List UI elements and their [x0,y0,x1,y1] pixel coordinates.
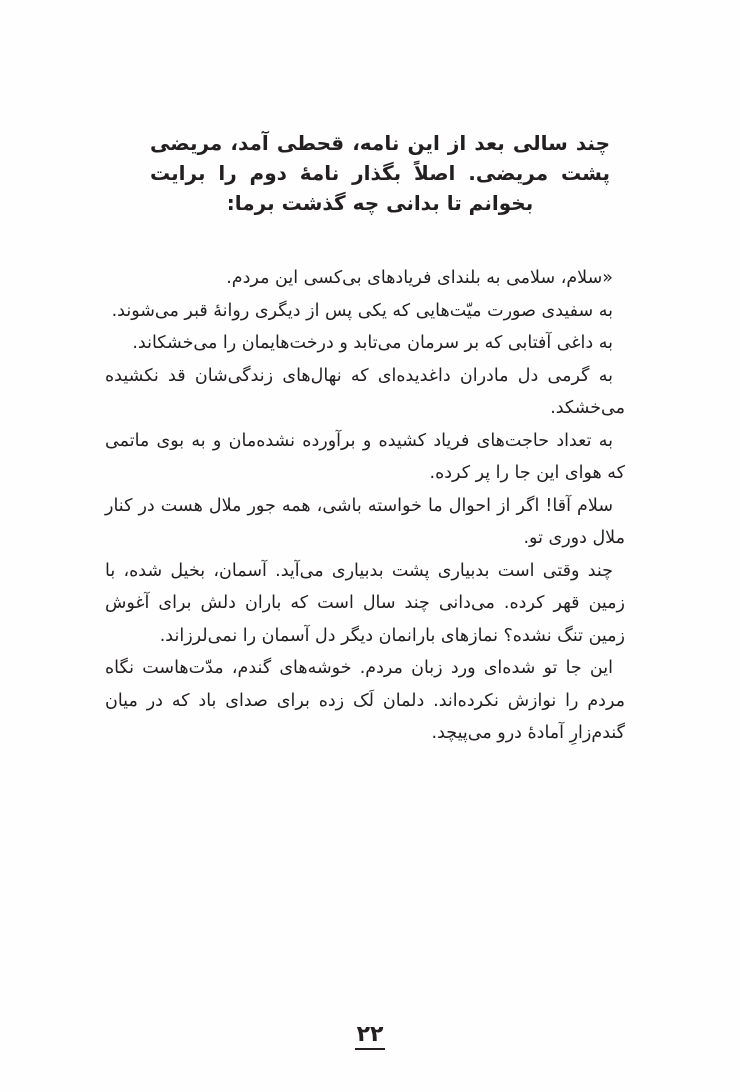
letter-paragraph: به سفیدی صورت میّت‌هایی که یکی پس از دیگری روانهٔ قبر می‌شوند. [111,300,613,321]
letter-body [105,262,625,750]
letter-paragraph: این جا تو شده‌ای ورد زبان مردم. خوشه‌های گندم، مدّت‌هاست نگاه مردم را نوازش نکرده‌اند. دلمان لَک زده برای صدای باد که در میان گندم‌زارِ آمادهٔ درو می‌پیچد. [105,658,625,743]
letter-paragraph: سلام آقا! اگر از احوال ما خواسته باشی، همه جور ملال هست در کنار ملال دوری تو. [105,495,625,548]
letter-paragraph: به تعداد حاجت‌های فریاد کشیده و برآورده نشده‌مان و به بوی ماتمی که هوای این جا را پر کرده. [105,430,625,483]
intro-text: چند سالی بعد از این نامه، قحطی آمد، مریضی پشت مریضی. اصلاً بگذار نامهٔ دوم را برایت بخوانم تا بدانی چه گذشت برما: [150,131,610,215]
letter-paragraph: به داغی آفتابی که بر سرمان می‌تابد و درخت‌هایمان را می‌خشکاند. [132,333,613,353]
letter-paragraph: چند وقتی است بدبیاری پشت بدبیاری می‌آید. آسمان، بخیل شده، با زمین قهر کرده. می‌دانی چند سال است که باران دلش برای آغوش زمین تنگ نشده؟ نمازهای بارانمان دیگر دل آسمان را نمی‌لرزاند. [105,560,625,646]
page-number-label: ۲۲ [355,1022,386,1050]
intro-paragraph [150,128,610,218]
letter-paragraph: «سلام، سلامی به بلندای فریادهای بی‌کسی این مردم. [226,268,613,288]
letter-paragraph: به گرمی دل مادران داغدیده‌ای که نهال‌های زندگی‌شان قد نکشیده می‌خشکد. [105,365,625,418]
page-number [0,1022,740,1047]
